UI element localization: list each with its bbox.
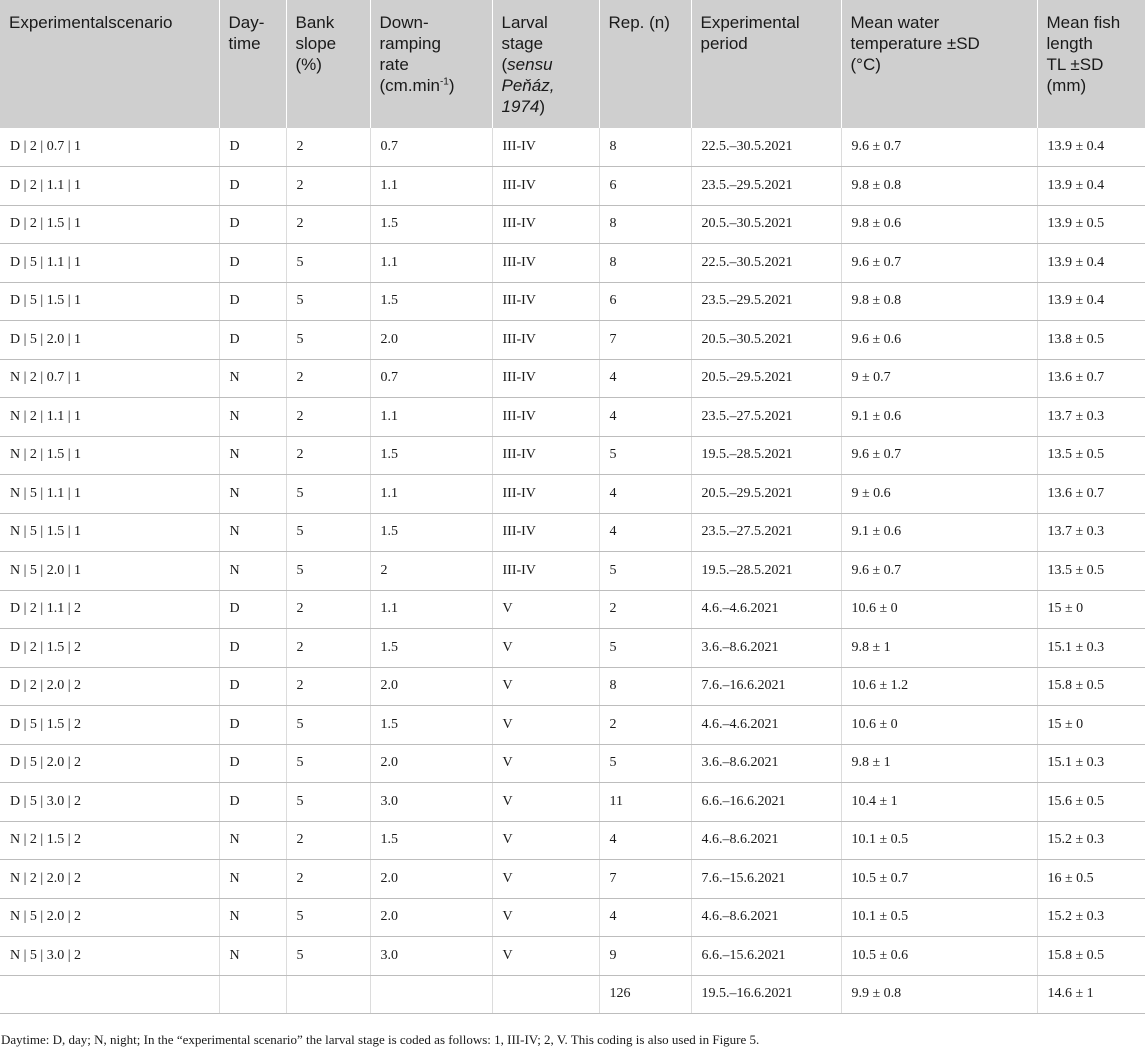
cell-experimental-scenario: N | 2 | 1.5 | 1 [0,436,219,475]
cell-mean-fish-length: 15.1 ± 0.3 [1037,744,1145,783]
cell-mean-water-temperature: 9.6 ± 0.7 [841,128,1037,167]
cell-daytime: D [219,167,286,206]
cell-bank-slope: 5 [286,744,370,783]
cell-bank-slope: 2 [286,205,370,244]
cell-experimental-period: 23.5.–27.5.2021 [691,513,841,552]
cell-daytime: D [219,706,286,745]
cell-daytime: N [219,398,286,437]
cell-mean-water-temperature: 10.1 ± 0.5 [841,898,1037,937]
cell-down-ramping-rate: 0.7 [370,128,492,167]
cell-mean-water-temperature: 10.1 ± 0.5 [841,821,1037,860]
cell-daytime: D [219,783,286,822]
cell-larval-stage: III-IV [492,205,599,244]
cell-daytime: N [219,898,286,937]
cell-mean-fish-length: 13.9 ± 0.4 [1037,128,1145,167]
header-bank-slope: Bank slope (%) [286,0,370,128]
table-row [0,744,1145,783]
cell-daytime: D [219,282,286,321]
cell-mean-fish-length: 13.5 ± 0.5 [1037,436,1145,475]
header-superscript: -1 [439,76,449,88]
cell-mean-fish-length: 15.8 ± 0.5 [1037,937,1145,976]
header-down-ramping-rate: Down- ramping rate $(cm.\min^{-1})$ [370,0,492,128]
cell-daytime: D [219,667,286,706]
table-row [0,552,1145,591]
table-row [0,937,1145,976]
table-row [0,282,1145,321]
cell-replicates: 7 [599,321,691,360]
table-row [0,205,1145,244]
cell-daytime: D [219,244,286,283]
cell-mean-water-temperature: 10.6 ± 0 [841,706,1037,745]
cell-down-ramping-rate: 1.5 [370,706,492,745]
cell-daytime: N [219,513,286,552]
cell-bank-slope: 5 [286,282,370,321]
cell-larval-stage: III-IV [492,128,599,167]
cell-daytime: N [219,937,286,976]
cell-down-ramping-rate: 0.7 [370,359,492,398]
cell-replicates: 8 [599,128,691,167]
header-experimental-scenario: Experimentalscenario [0,0,219,128]
cell-bank-slope: 2 [286,128,370,167]
cell-mean-water-temperature: 9.1 ± 0.6 [841,513,1037,552]
header-mean-water-temperature: Mean water temperature ±SD (°C) [841,0,1037,128]
cell-larval-stage: III-IV [492,321,599,360]
cell-daytime: N [219,436,286,475]
cell-mean-water-temperature: 9 ± 0.7 [841,359,1037,398]
cell-mean-fish-length: 13.7 ± 0.3 [1037,513,1145,552]
cell-down-ramping-rate: 3.0 [370,783,492,822]
table-body [0,128,1145,1014]
cell-replicates: 4 [599,359,691,398]
cell-bank-slope: 2 [286,590,370,629]
cell-experimental-period: 19.5.–28.5.2021 [691,436,841,475]
cell-bank-slope: 2 [286,436,370,475]
cell-experimental-scenario: D | 5 | 3.0 | 2 [0,783,219,822]
cell-larval-stage: V [492,590,599,629]
header-experimental-period: Experimental period [691,0,841,128]
cell-replicates: 2 [599,590,691,629]
cell-experimental-period: 4.6.–4.6.2021 [691,706,841,745]
cell-experimental-period: 6.6.–15.6.2021 [691,937,841,976]
cell-mean-water-temperature: 9.1 ± 0.6 [841,398,1037,437]
cell-experimental-period: 3.6.–8.6.2021 [691,629,841,668]
cell-daytime: N [219,860,286,899]
header-larval-stage: Larval stage (sensu Peňáz, 1974) [492,0,599,128]
cell-mean-fish-length: 15.2 ± 0.3 [1037,821,1145,860]
cell-experimental-scenario: N | 2 | 1.5 | 2 [0,821,219,860]
cell-mean-water-temperature: 10.4 ± 1 [841,783,1037,822]
cell-bank-slope: 2 [286,629,370,668]
cell-larval-stage: V [492,860,599,899]
table-row [0,860,1145,899]
cell-experimental-period: 6.6.–16.6.2021 [691,783,841,822]
cell-replicates: 5 [599,552,691,591]
cell-experimental-scenario: D | 2 | 1.5 | 2 [0,629,219,668]
cell-daytime: D [219,321,286,360]
cell-larval-stage: V [492,937,599,976]
cell-bank-slope: 2 [286,167,370,206]
table-row [0,321,1145,360]
table-row [0,629,1145,668]
header-mean-fish-length: Mean fish length TL ±SD (mm) [1037,0,1145,128]
cell-down-ramping-rate: 1.5 [370,821,492,860]
cell-larval-stage: III-IV [492,359,599,398]
cell-mean-fish-length: 13.7 ± 0.3 [1037,398,1145,437]
header-replicates: Rep. (n) [599,0,691,128]
table-row [0,821,1145,860]
cell-experimental-scenario: D | 5 | 2.0 | 1 [0,321,219,360]
cell-mean-fish-length: 13.6 ± 0.7 [1037,359,1145,398]
cell-down-ramping-rate: 2.0 [370,898,492,937]
cell-mean-fish-length: 15.6 ± 0.5 [1037,783,1145,822]
table-row [0,436,1145,475]
cell-bank-slope: 5 [286,552,370,591]
cell-experimental-scenario: N | 5 | 2.0 | 1 [0,552,219,591]
cell-experimental-period: 23.5.–29.5.2021 [691,167,841,206]
cell-experimental-period: 20.5.–29.5.2021 [691,359,841,398]
cell-larval-stage: V [492,744,599,783]
table-row [0,398,1145,437]
cell-mean-fish-length: 13.5 ± 0.5 [1037,552,1145,591]
cell-mean-water-temperature: 9.6 ± 0.7 [841,552,1037,591]
cell-daytime: N [219,821,286,860]
cell-bank-slope: 5 [286,937,370,976]
cell-down-ramping-rate: 1.1 [370,398,492,437]
cell-experimental-scenario: D | 2 | 1.1 | 1 [0,167,219,206]
table-row [0,359,1145,398]
cell-mean-fish-length: 13.9 ± 0.5 [1037,205,1145,244]
cell-mean-water-temperature: 9.8 ± 0.6 [841,205,1037,244]
cell-larval-stage: III-IV [492,513,599,552]
cell-bank-slope: 5 [286,513,370,552]
cell-experimental-scenario: N | 5 | 2.0 | 2 [0,898,219,937]
cell-replicates: 6 [599,167,691,206]
cell-replicates: 9 [599,937,691,976]
cell-replicates: 8 [599,244,691,283]
cell-experimental-period: 4.6.–8.6.2021 [691,898,841,937]
cell-replicates: 8 [599,667,691,706]
cell-experimental-period: 19.5.–28.5.2021 [691,552,841,591]
cell-larval-stage: V [492,667,599,706]
cell-mean-water-temperature: 9.8 ± 0.8 [841,282,1037,321]
table-row [0,128,1145,167]
cell-replicates: 8 [599,205,691,244]
cell-mean-water-temperature: 9.8 ± 1 [841,744,1037,783]
cell-mean-fish-length: 15 ± 0 [1037,706,1145,745]
cell-mean-fish-length: 13.6 ± 0.7 [1037,475,1145,514]
cell-experimental-scenario: N | 2 | 2.0 | 2 [0,860,219,899]
cell-replicates: 5 [599,436,691,475]
cell-down-ramping-rate: 1.1 [370,475,492,514]
cell-experimental-scenario: N | 2 | 0.7 | 1 [0,359,219,398]
cell-down-ramping-rate [370,975,492,1014]
cell-mean-water-temperature: 10.5 ± 0.7 [841,860,1037,899]
cell-down-ramping-rate: 1.1 [370,244,492,283]
cell-down-ramping-rate: 1.5 [370,629,492,668]
table-row [0,975,1145,1014]
cell-bank-slope: 2 [286,860,370,899]
cell-bank-slope: 2 [286,821,370,860]
cell-daytime: N [219,552,286,591]
cell-experimental-period: 3.6.–8.6.2021 [691,744,841,783]
cell-bank-slope: 5 [286,706,370,745]
cell-daytime: D [219,128,286,167]
cell-experimental-scenario: N | 2 | 1.1 | 1 [0,398,219,437]
cell-mean-fish-length: 16 ± 0.5 [1037,860,1145,899]
cell-larval-stage: V [492,821,599,860]
cell-experimental-period: 4.6.–8.6.2021 [691,821,841,860]
cell-experimental-period: 20.5.–30.5.2021 [691,205,841,244]
cell-mean-water-temperature: 9.8 ± 1 [841,629,1037,668]
cell-experimental-scenario: D | 2 | 1.1 | 2 [0,590,219,629]
cell-daytime: N [219,359,286,398]
cell-experimental-period: 7.6.–15.6.2021 [691,860,841,899]
cell-replicates: 11 [599,783,691,822]
cell-bank-slope: 5 [286,244,370,283]
cell-bank-slope [286,975,370,1014]
cell-bank-slope: 2 [286,398,370,437]
cell-replicates: 4 [599,898,691,937]
cell-larval-stage: III-IV [492,475,599,514]
cell-down-ramping-rate: 2.0 [370,667,492,706]
cell-mean-fish-length: 13.9 ± 0.4 [1037,167,1145,206]
cell-mean-fish-length: 13.9 ± 0.4 [1037,282,1145,321]
cell-bank-slope: 5 [286,898,370,937]
cell-replicates: 5 [599,744,691,783]
cell-down-ramping-rate: 2.0 [370,321,492,360]
cell-larval-stage: V [492,629,599,668]
cell-larval-stage [492,975,599,1014]
table-row [0,898,1145,937]
cell-mean-water-temperature: 9.6 ± 0.7 [841,436,1037,475]
cell-daytime: D [219,205,286,244]
cell-experimental-scenario: D | 2 | 1.5 | 1 [0,205,219,244]
cell-mean-water-temperature: 9.9 ± 0.8 [841,975,1037,1014]
cell-replicates: 2 [599,706,691,745]
cell-daytime [219,975,286,1014]
cell-larval-stage: V [492,706,599,745]
cell-daytime: N [219,475,286,514]
cell-replicates: 4 [599,513,691,552]
cell-replicates: 6 [599,282,691,321]
cell-larval-stage: III-IV [492,282,599,321]
cell-mean-fish-length: 15.2 ± 0.3 [1037,898,1145,937]
cell-experimental-period: 20.5.–30.5.2021 [691,321,841,360]
cell-experimental-period: 23.5.–29.5.2021 [691,282,841,321]
cell-replicates: 7 [599,860,691,899]
cell-daytime: D [219,744,286,783]
cell-mean-water-temperature: 10.6 ± 1.2 [841,667,1037,706]
table-row [0,475,1145,514]
cell-mean-fish-length: 14.6 ± 1 [1037,975,1145,1014]
cell-bank-slope: 2 [286,359,370,398]
cell-down-ramping-rate: 1.5 [370,282,492,321]
cell-experimental-scenario: N | 5 | 1.1 | 1 [0,475,219,514]
cell-larval-stage: III-IV [492,552,599,591]
cell-mean-fish-length: 13.9 ± 0.4 [1037,244,1145,283]
cell-experimental-scenario: D | 5 | 1.5 | 1 [0,282,219,321]
cell-replicates: 126 [599,975,691,1014]
cell-mean-water-temperature: 9 ± 0.6 [841,475,1037,514]
cell-bank-slope: 5 [286,783,370,822]
cell-down-ramping-rate: 1.5 [370,205,492,244]
cell-experimental-scenario: D | 5 | 2.0 | 2 [0,744,219,783]
cell-down-ramping-rate: 1.1 [370,590,492,629]
cell-experimental-scenario: N | 5 | 1.5 | 1 [0,513,219,552]
cell-mean-fish-length: 15.1 ± 0.3 [1037,629,1145,668]
cell-mean-fish-length: 15.8 ± 0.5 [1037,667,1145,706]
table-footnote: Daytime: D, day; N, night; In the “experimental scenario” the larval stage is coded as follows: 1, III-IV; 2, V. This coding is also used in Figure 5. [1,1032,760,1047]
cell-experimental-scenario: N | 5 | 3.0 | 2 [0,937,219,976]
table-row [0,167,1145,206]
cell-mean-water-temperature: 9.6 ± 0.7 [841,244,1037,283]
table-row [0,513,1145,552]
cell-daytime: D [219,629,286,668]
cell-replicates: 4 [599,821,691,860]
cell-experimental-scenario: D | 2 | 2.0 | 2 [0,667,219,706]
header-daytime: Day- time [219,0,286,128]
cell-down-ramping-rate: 1.1 [370,167,492,206]
table-row [0,783,1145,822]
cell-larval-stage: III-IV [492,167,599,206]
cell-daytime: D [219,590,286,629]
cell-down-ramping-rate: 1.5 [370,436,492,475]
cell-experimental-scenario: D | 5 | 1.5 | 2 [0,706,219,745]
cell-larval-stage: V [492,783,599,822]
table-row [0,667,1145,706]
cell-replicates: 4 [599,398,691,437]
table-row [0,244,1145,283]
cell-bank-slope: 2 [286,667,370,706]
cell-down-ramping-rate: 2.0 [370,860,492,899]
cell-mean-water-temperature: 9.8 ± 0.8 [841,167,1037,206]
cell-experimental-period: 22.5.–30.5.2021 [691,128,841,167]
cell-experimental-scenario: D | 2 | 0.7 | 1 [0,128,219,167]
cell-experimental-period: 7.6.–16.6.2021 [691,667,841,706]
cell-mean-water-temperature: 9.6 ± 0.6 [841,321,1037,360]
cell-experimental-scenario: D | 5 | 1.1 | 1 [0,244,219,283]
cell-mean-water-temperature: 10.5 ± 0.6 [841,937,1037,976]
cell-replicates: 5 [599,629,691,668]
cell-mean-fish-length: 15 ± 0 [1037,590,1145,629]
cell-down-ramping-rate: 2 [370,552,492,591]
cell-experimental-period: 19.5.–16.6.2021 [691,975,841,1014]
cell-down-ramping-rate: 1.5 [370,513,492,552]
cell-larval-stage: III-IV [492,244,599,283]
cell-down-ramping-rate: 2.0 [370,744,492,783]
cell-mean-water-temperature: 10.6 ± 0 [841,590,1037,629]
cell-experimental-scenario [0,975,219,1014]
cell-larval-stage: III-IV [492,398,599,437]
cell-bank-slope: 5 [286,321,370,360]
table-row [0,590,1145,629]
cell-replicates: 4 [599,475,691,514]
table-row [0,706,1145,745]
header-row [0,0,1145,128]
cell-larval-stage: III-IV [492,436,599,475]
cell-down-ramping-rate: 3.0 [370,937,492,976]
cell-experimental-period: 20.5.–29.5.2021 [691,475,841,514]
cell-bank-slope: 5 [286,475,370,514]
cell-larval-stage: V [492,898,599,937]
header-italic-citation: sensu Peňáz, 1974 [501,55,555,116]
cell-experimental-period: 22.5.–30.5.2021 [691,244,841,283]
cell-experimental-period: 23.5.–27.5.2021 [691,398,841,437]
cell-mean-fish-length: 13.8 ± 0.5 [1037,321,1145,360]
cell-experimental-period: 4.6.–4.6.2021 [691,590,841,629]
